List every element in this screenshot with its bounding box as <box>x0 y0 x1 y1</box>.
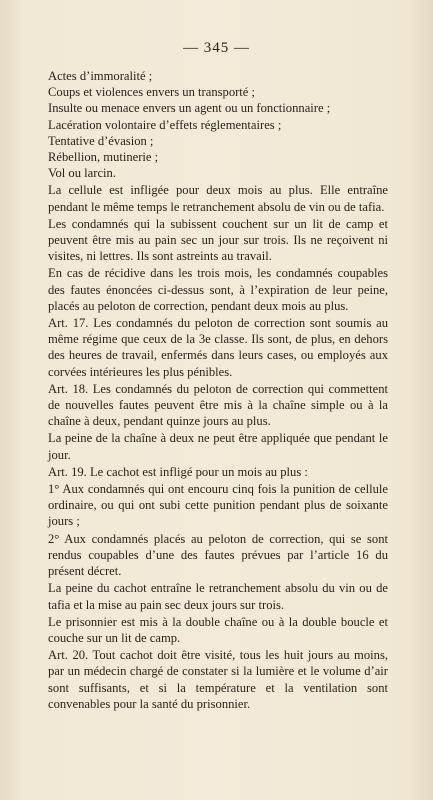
list-item: Insulte ou menace envers un agent ou un fonctionnaire ; <box>48 101 331 116</box>
page-content <box>48 68 388 712</box>
paragraph: Les condamnés qui la subissent couchent sur un lit de camp et peuvent être mis au pain sec un jour sur trois. Ils ne reçoivent ni visites, ni lettres. Ils sont astreints au travail. <box>48 216 388 264</box>
list-item: Rébellion, mutinerie ; <box>48 150 159 165</box>
article-19-paragraph: Art. 19. Le cachot est infligé pour un mois au plus : <box>48 464 308 479</box>
paragraph: 1° Aux condamnés qui ont encouru cinq fois la punition de cellule ordinaire, ou qui ont subi cette punition pendant plus de soixante jours ; <box>48 482 388 529</box>
list-item: Lacération volontaire d’effets réglementaires ; <box>48 117 282 132</box>
page-number: — 345 — <box>183 40 250 56</box>
paragraph: La peine de la chaîne à deux ne peut être appliquée que pendant le jour. <box>48 431 388 462</box>
paragraph: 2° Aux condamnés placés au peloton de correction, qui se sont rendus coupables d’une des fautes prévues par l’article 16 du présent décret. <box>48 531 388 579</box>
paragraph: La cellule est infligée pour deux mois au plus. Elle entraîne pendant le même temps le retranchement absolu de vin ou de tafia. <box>48 183 388 214</box>
article-17-paragraph: Art. 17. Les condamnés du peloton de correction sont soumis au même régime que ceux de la 3e classe. Ils sont, de plus, en dehors des heures de travail, enfermés dans leurs cases, ou employés aux corvées intérieures les plus pénibles. <box>48 316 388 379</box>
article-18-paragraph: Art. 18. Les condamnés du peloton de correction qui commettent de nouvelles fautes peuvent être mis à la chaîne simple ou à la chaîne à deux, pendant quinze jours au plus. <box>48 381 388 429</box>
article-20-paragraph: Art. 20. Tout cachot doit être visité, tous les huit jours au moins, par un médecin chargé de constater si la lumière et le volume d’air sont suffisants, et si la température et la ventilation sont convenables pour la santé du prisonnier. <box>48 648 388 711</box>
list-item: Vol ou larcin. <box>48 166 116 181</box>
paragraph: La peine du cachot entraîne le retranchement absolu du vin ou de tafia et la mise au pain sec deux jours sur trois. <box>48 581 388 612</box>
paragraph: En cas de récidive dans les trois mois, les condamnés coupables des fautes énoncées ci-dessus sont, à l’expiration de leur peine, placés au peloton de correction, pendant deux mois au plus. <box>48 266 388 313</box>
offense-list <box>48 68 388 181</box>
list-item: Actes d’immoralité ; <box>48 69 153 83</box>
list-item: Tentative d’évasion ; <box>48 133 154 148</box>
list-item: Coups et violences envers un transporté ; <box>48 85 256 100</box>
paragraph: Le prisonnier est mis à la double chaîne ou à la double boucle et couche sur un lit de camp. <box>48 614 388 645</box>
